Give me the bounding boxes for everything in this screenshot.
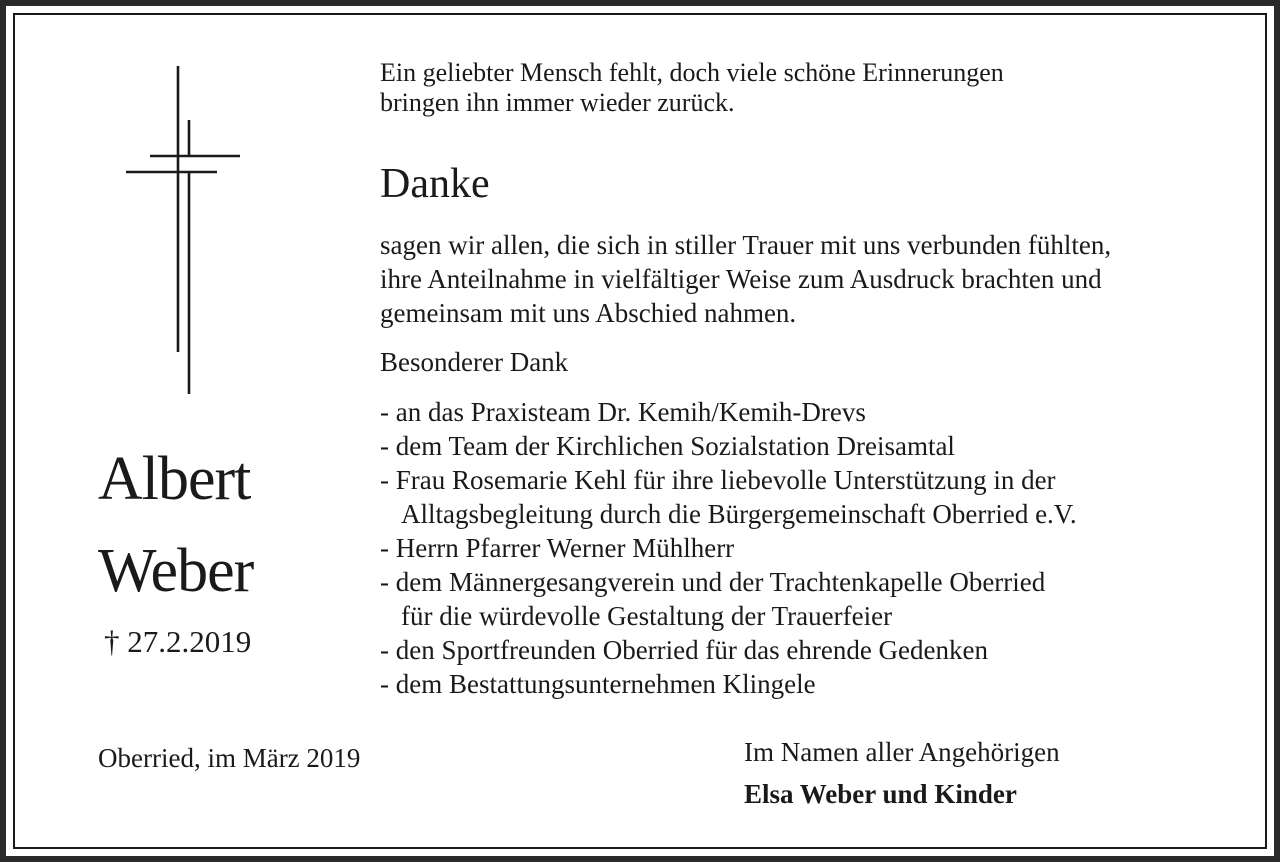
list-item-text: den Sportfreunden Oberried für das ehrende Gedenken [395,635,989,665]
cross-icon [120,62,250,402]
list-item-text: dem Bestattungsunternehmen Klingele [395,669,816,699]
list-item-text: Frau Rosemarie Kehl für ihre liebevolle Unterstützung in der [395,465,1056,495]
list-item-text: Herrn Pfarrer Werner Mühlherr [395,533,735,563]
thanks-line-3: gemeinsam mit uns Abschied nahmen. [380,298,797,328]
list-item [380,531,1077,565]
heading-danke: Danke [380,161,490,207]
place-date: Oberried, im März 2019 [98,743,361,773]
signature-line-1: Im Namen aller Angehörigen [744,737,1060,767]
list-item [380,463,1077,497]
signature-line-2: Elsa Weber und Kinder [744,779,1017,809]
list-marker: - [380,533,389,563]
list-marker: - [380,567,389,597]
list-marker: - [380,635,389,665]
quote-line-1: Ein geliebter Mensch fehlt, doch viele schöne Erinnerungen [380,58,1004,87]
list-marker: - [380,431,389,461]
special-thanks-label: Besonderer Dank [380,347,569,377]
list-item-text: an das Praxisteam Dr. Kemih/Kemih-Drevs [395,397,866,427]
deceased-first-name: Albert [98,445,251,513]
thanks-line-2: ihre Anteilnahme in vielfältiger Weise zum Ausdruck brachten und [380,264,1102,294]
list-item [380,395,1077,429]
list-item [380,429,1077,463]
list-item [380,565,1077,599]
thanks-list [380,395,1077,701]
thanks-line-1: sagen wir allen, die sich in stiller Trauer mit uns verbunden fühlten, [380,230,1112,260]
list-marker: - [380,465,389,495]
deceased-last-name: Weber [98,537,254,605]
list-item-text: dem Männergesangverein und der Trachtenkapelle Oberried [395,567,1046,597]
list-item [380,667,1077,701]
list-item-text: dem Team der Kirchlichen Sozialstation Dreisamtal [395,431,955,461]
list-item [380,633,1077,667]
list-marker: - [380,669,389,699]
quote-line-2: bringen ihn immer wieder zurück. [380,88,735,117]
list-item-continuation: Alltagsbegleitung durch die Bürgergemeinschaft Oberried e.V. [401,499,1077,529]
list-item-continuation: für die würdevolle Gestaltung der Trauerfeier [401,601,893,631]
death-date: † 27.2.2019 [104,624,252,659]
list-marker: - [380,397,389,427]
